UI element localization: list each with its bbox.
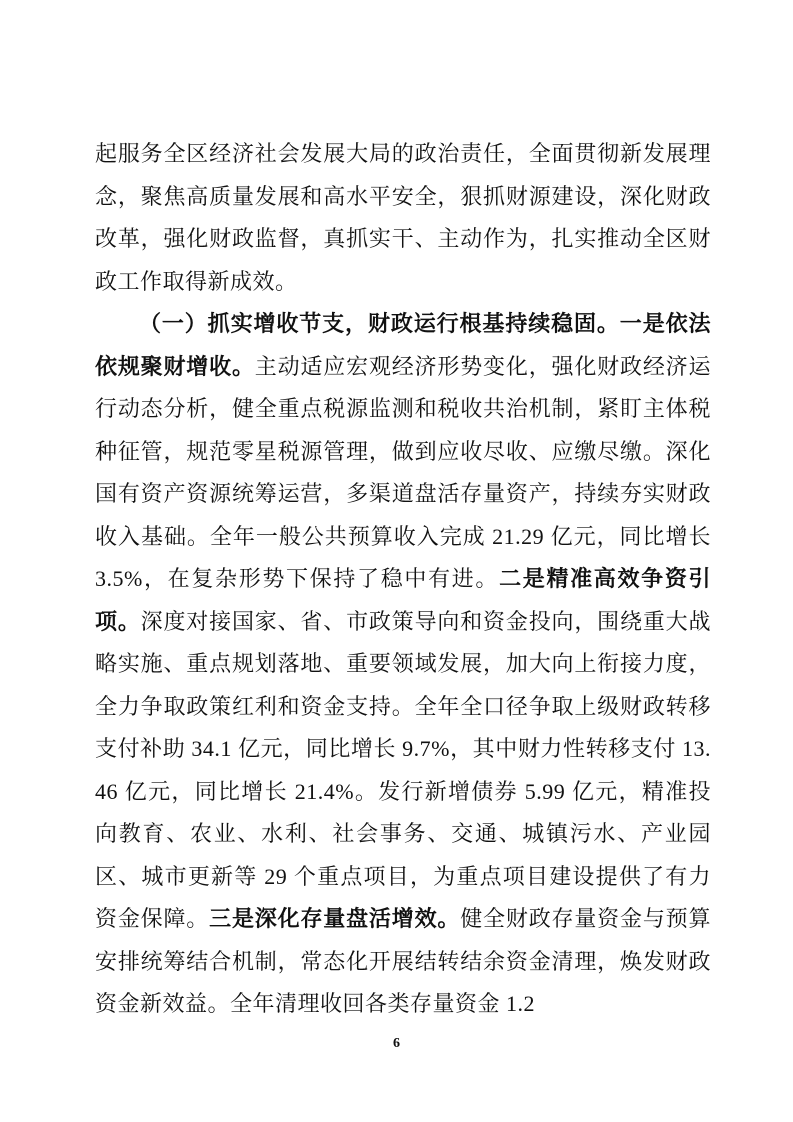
emphasis-text: 二是精准高效争资引项。 [95, 566, 711, 634]
body-text: 深度对接国家、省、市政策导向和资金投向，围绕重大战略实施、重点规划落地、重要领域发展，加大向上衔接力度，全力争取政策红利和资金支持。全年全口径争取上级财政转移支付补助 34.1 亿元，同比增长 9.7%，其中财力性转移支付 13.46 亿元，同比增长 21.4%。发行新增债券 5.99 亿元，精准投向教育、农业、水利、社会事务、交通、城镇污水、产业园区、城市更新等 29 个重点项目，为重点项目建设提供了有力资金保障。 [95, 608, 711, 931]
document-body [95, 133, 711, 1026]
body-text: 健全财政存量资金与预算安排统筹结合机制，常态化开展结转结余资金清理，焕发财政资金新效益。全年清理收回各类存量资金 1.2 [95, 906, 711, 1016]
paragraph [95, 303, 711, 1026]
emphasis-text: （一）抓实增收节支，财政运行根基持续稳固。一是依法依规聚财增收。 [95, 311, 711, 379]
body-text: 起服务全区经济社会发展大局的政治责任，全面贯彻新发展理念，聚焦高质量发展和高水平安全，狠抓财源建设，深化财政改革，强化财政监督，真抓实干、主动作为，扎实推动全区财政工作取得新成效。 [95, 141, 711, 294]
page-number: 6 [393, 1036, 400, 1051]
body-text: 主动适应宏观经济形势变化，强化财政经济运行动态分析，健全重点税源监测和税收共治机制，紧盯主体税种征管，规范零星税源管理，做到应收尽收、应缴尽缴。深化国有资产资源统筹运营，多渠道盘活存量资产，持续夯实财政收入基础。全年一般公共预算收入完成 21.29 亿元，同比增长 3.5%，在复杂形势下保持了稳中有进。 [95, 353, 711, 591]
paragraph [95, 133, 711, 303]
emphasis-text: 三是深化存量盘活增效。 [209, 906, 461, 931]
